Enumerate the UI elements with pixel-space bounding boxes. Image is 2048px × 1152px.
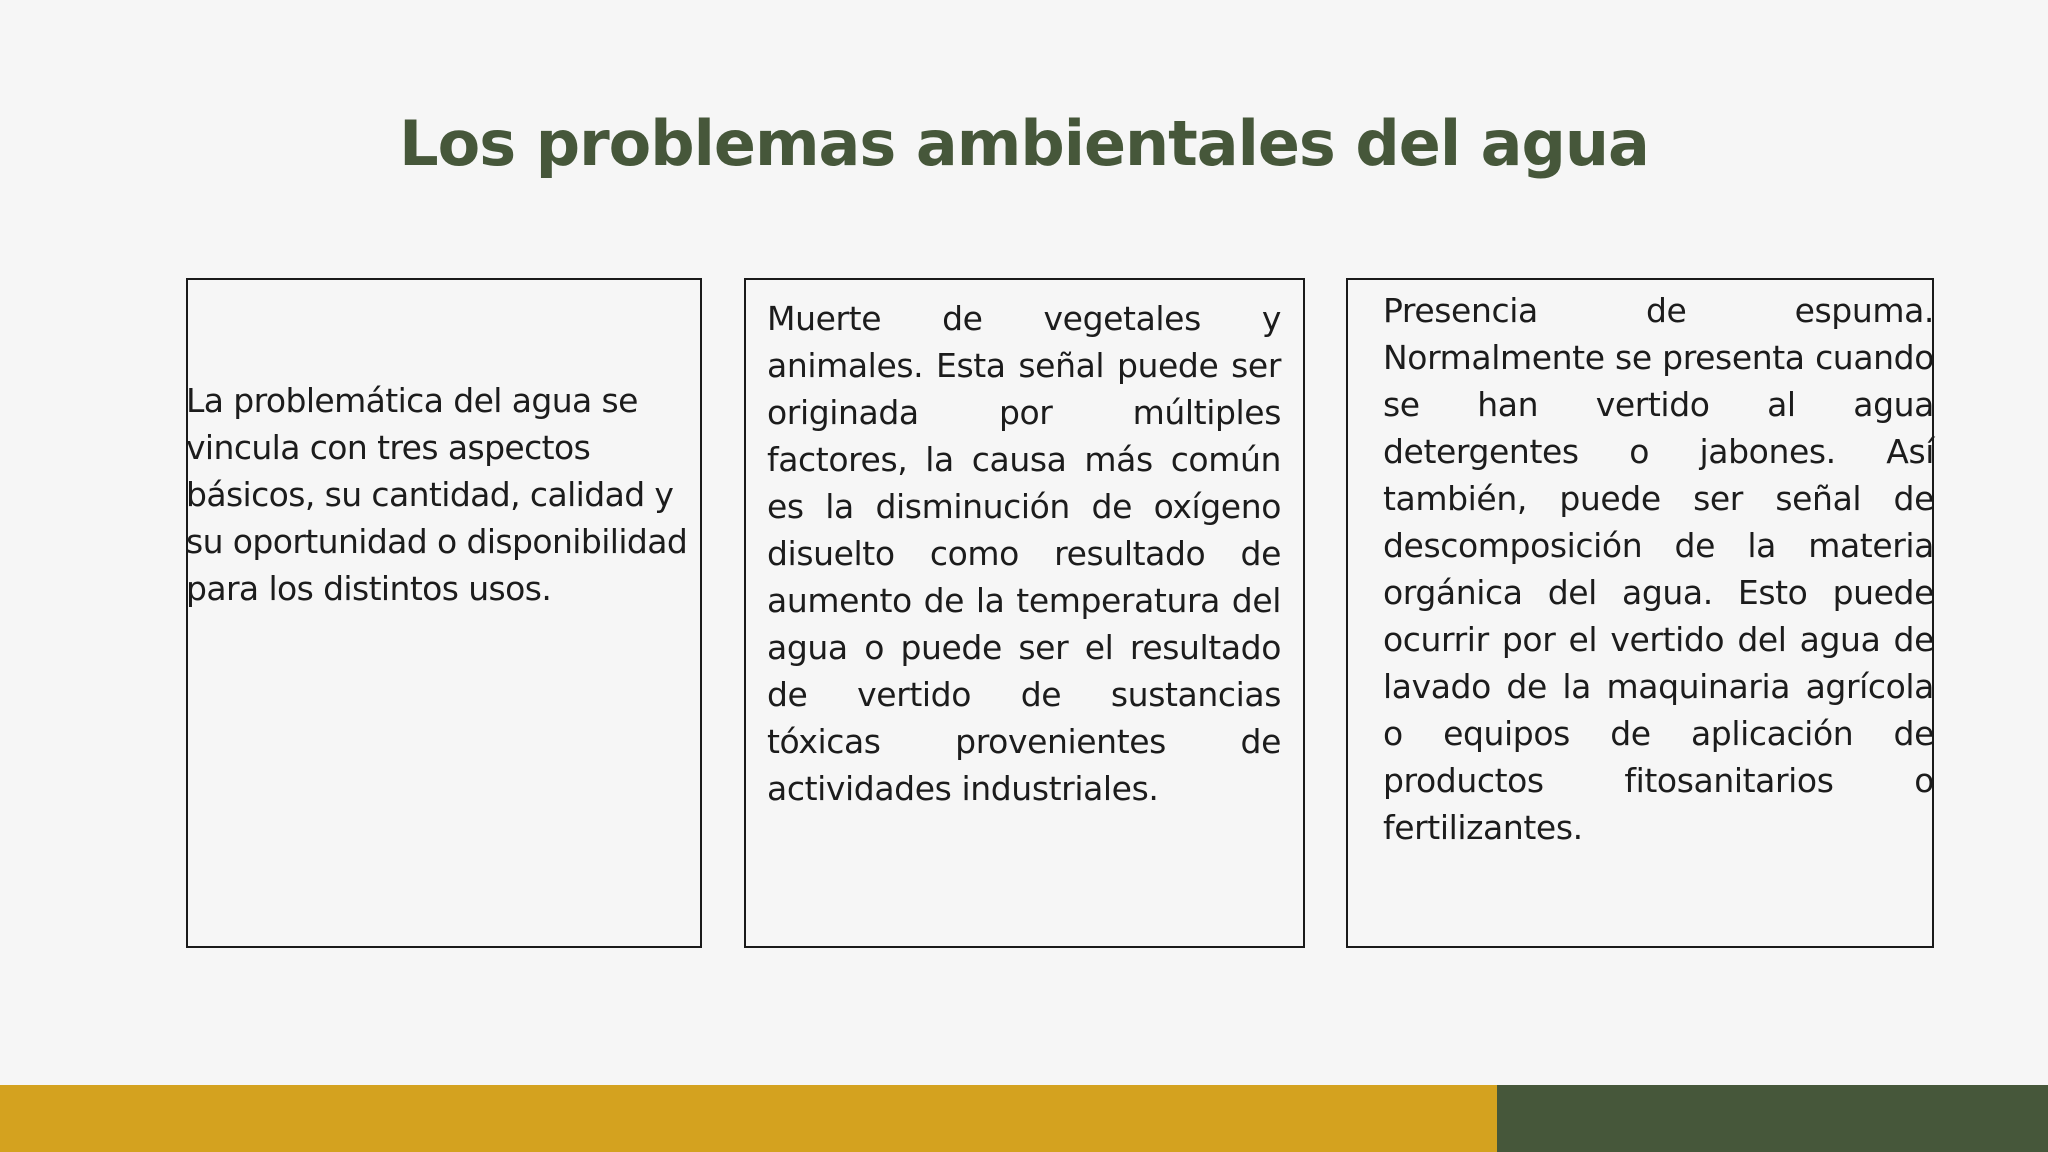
text-box-3-content: Presencia de espuma. Normalmente se presenta cuando se han vertido al agua detergentes o jabones. Así también, puede ser señal de descomposición de la materia orgánica del agua. Esto puede ocurrir por el vertido del agua de lavado de la maquinaria agrícola o equipos de aplicación de productos fitosanitarios o fertilizantes. — [1383, 291, 1934, 847]
text-box-1-content: La problemática del agua se vincula con tres aspectos básicos, su cantidad, calidad y su oportunidad o disponibilidad para los distintos usos. — [186, 381, 688, 608]
slide-title: Los problemas ambientales del agua — [399, 107, 1649, 180]
footer-bar-gold — [0, 1085, 1497, 1152]
text-box-2-content: Muerte de vegetales y animales. Esta señal puede ser originada por múltiples factores, la causa más común es la disminución de oxígeno disuelto como resultado de aumento de la temperatura del agua o puede ser el resultado de vertido de sustancias tóxicas provenientes de actividades industriales. — [767, 299, 1281, 808]
footer-bar-green — [1497, 1085, 2048, 1152]
